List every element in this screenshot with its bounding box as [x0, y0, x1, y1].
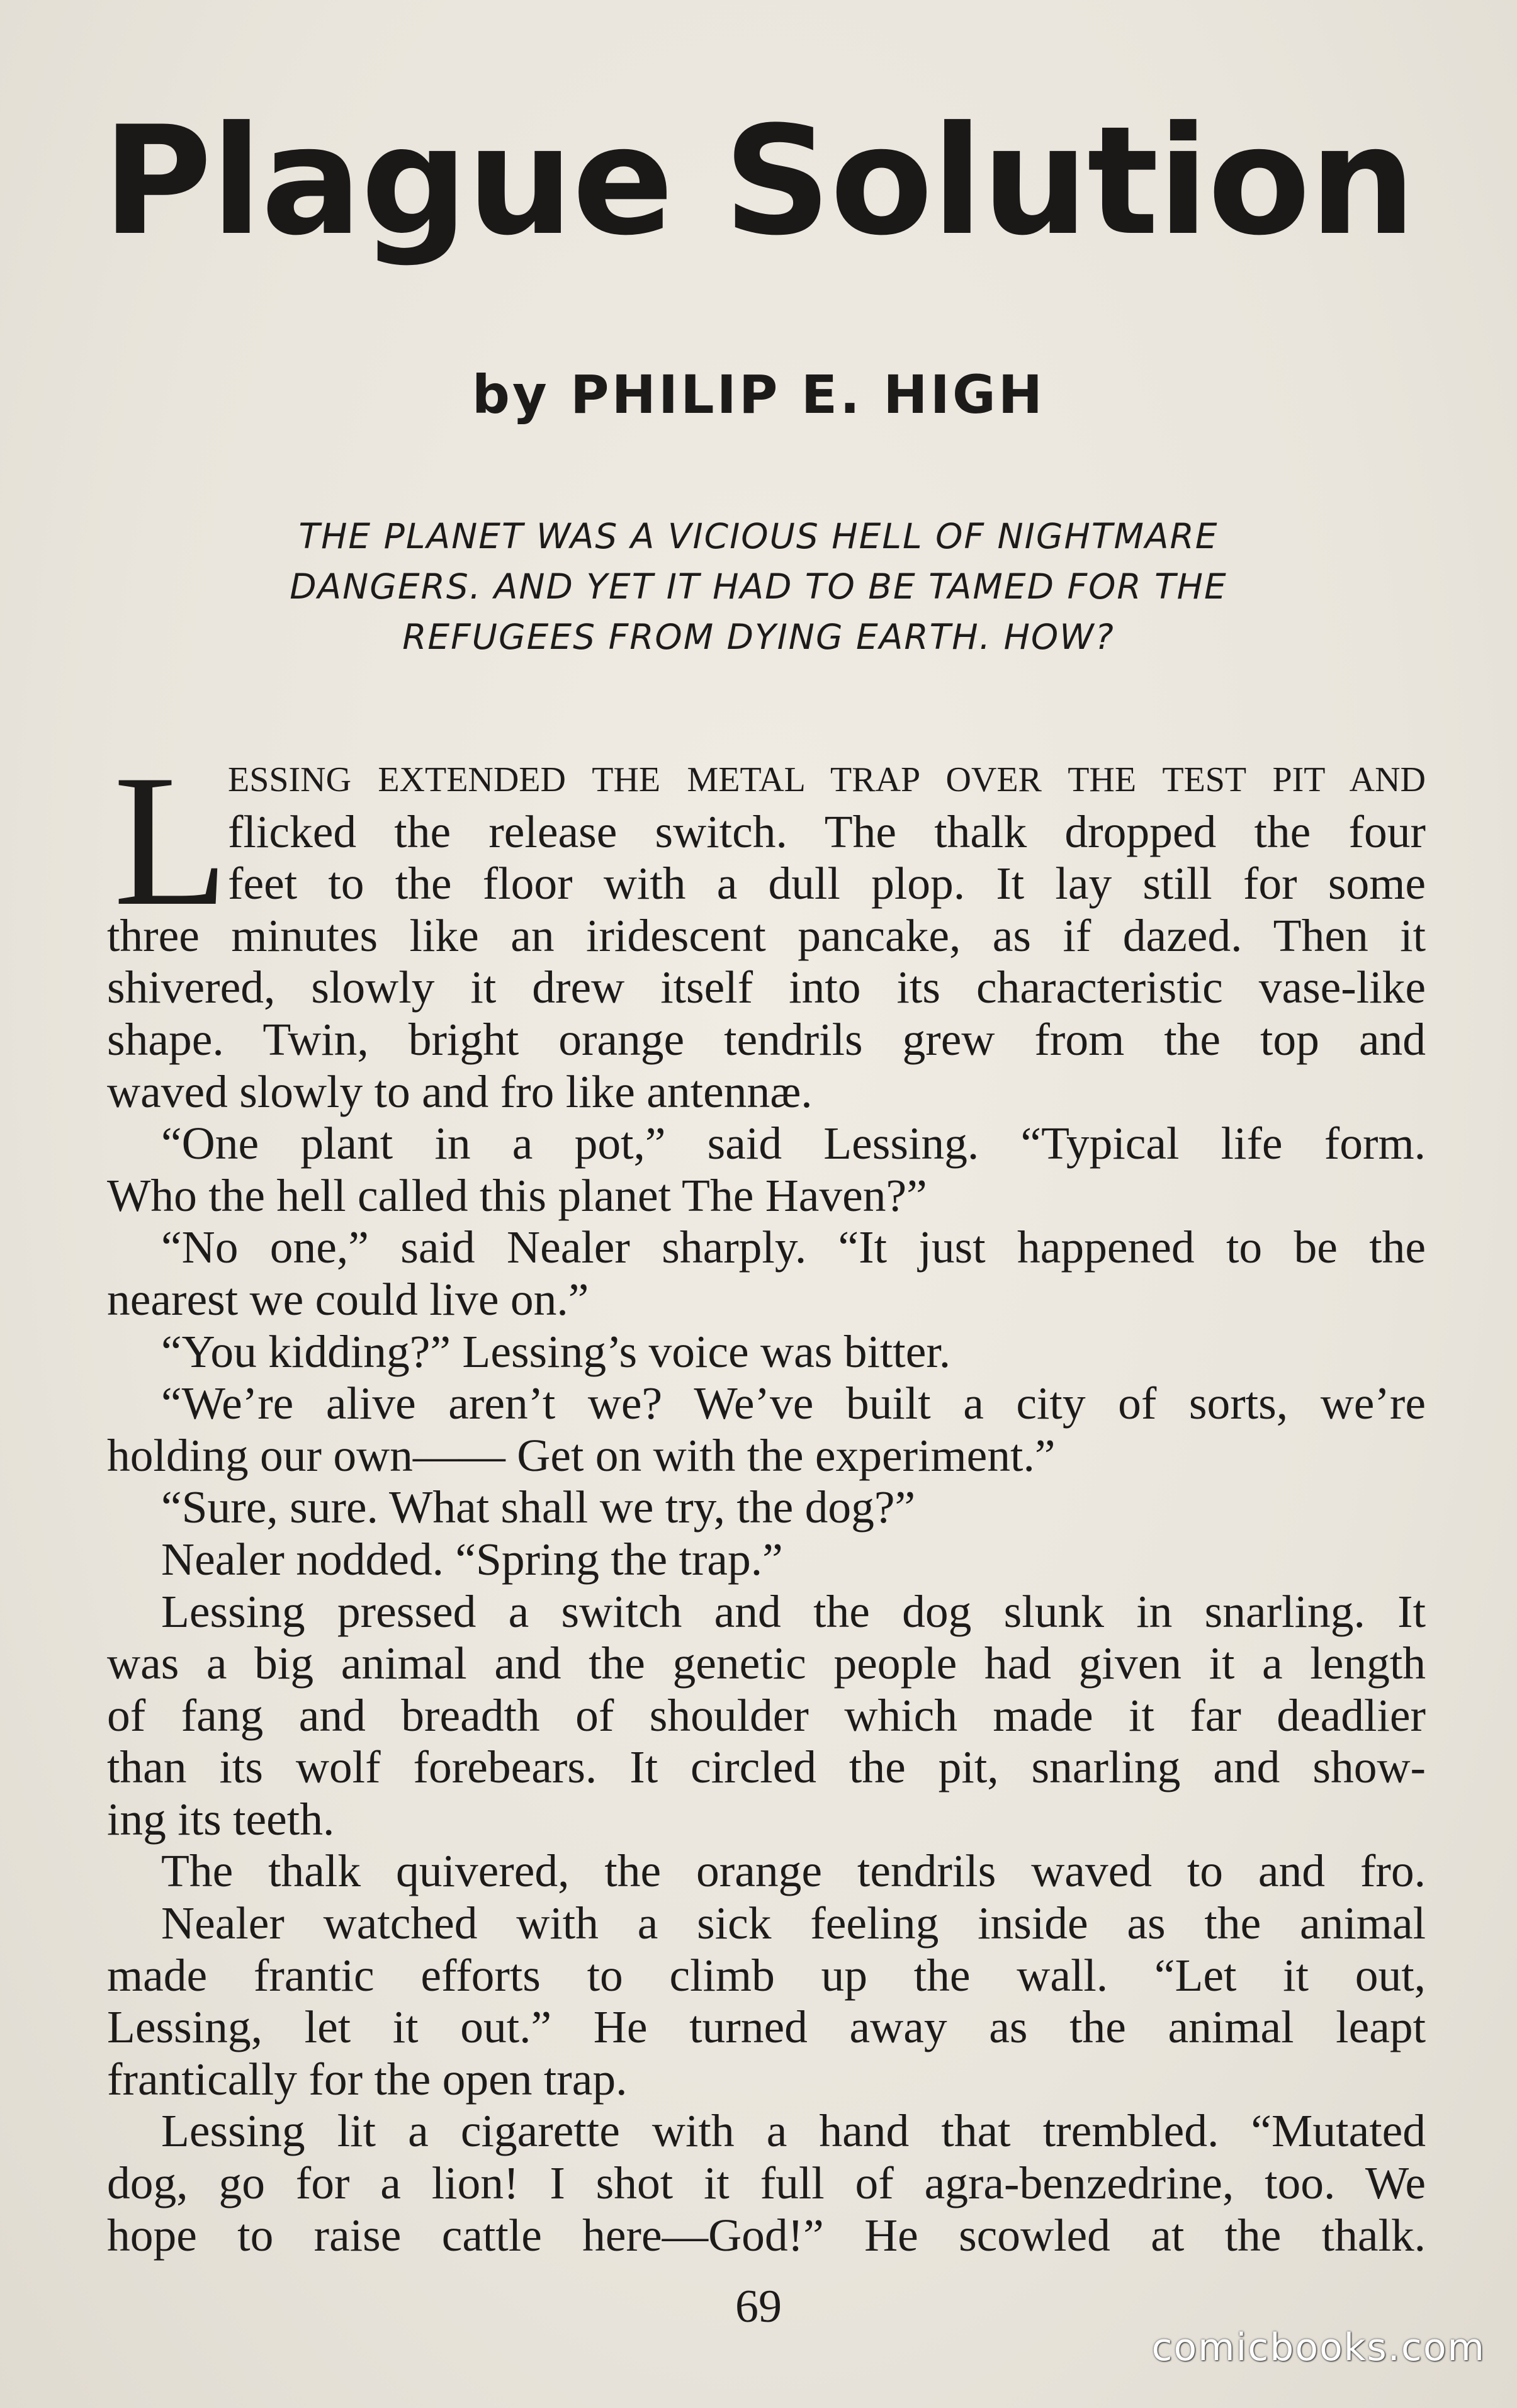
body-line: “You kidding?” Lessing’s voice was bitter.: [161, 1325, 951, 1377]
body-line: than its wolf forebears. It circled the pit, snarling and show-: [107, 1741, 1426, 1793]
story-title: Plague Solution: [102, 94, 1415, 269]
body-line: Lessing, let it out.” He turned away as the animal leapt: [107, 2001, 1426, 2053]
page-number: 69: [735, 2281, 782, 2332]
story-blurb: [255, 511, 1262, 662]
body-line: flicked the release switch. The thalk dropped the four: [228, 806, 1426, 857]
body-line: Who the hell called this planet The Haven?”: [107, 1169, 927, 1221]
body-line: frantically for the open trap.: [107, 2053, 628, 2105]
body-line: “One plant in a pot,” said Lessing. “Typical life form.: [161, 1118, 1426, 1169]
blurb-line: REFUGEES FROM DYING EARTH. HOW?: [402, 617, 1115, 657]
body-line: dog, go for a lion! I shot it full of agra-benzedrine, too. We: [107, 2158, 1426, 2209]
watermark: comicbooks.com: [1151, 2326, 1486, 2370]
body-line: feet to the floor with a dull plop. It lay still for some: [228, 858, 1426, 909]
body-line: was a big animal and the genetic people had given it a length: [107, 1638, 1426, 1689]
body-line: Lessing lit a cigarette with a hand that trembled. “Mutated: [161, 2105, 1426, 2157]
body-line: Nealer nodded. “Spring the trap.”: [161, 1533, 783, 1585]
body-line: shape. Twin, bright orange tendrils grew from the top and: [107, 1013, 1426, 1065]
body-line: The thalk quivered, the orange tendrils waved to and fro.: [161, 1845, 1426, 1897]
body-line: “We’re alive aren’t we? We’ve built a city of sorts, we’re: [161, 1378, 1426, 1429]
body-line: nearest we could live on.”: [107, 1273, 589, 1325]
story-body: [107, 736, 1426, 2261]
body-line: of fang and breadth of shoulder which made it far deadlier: [107, 1689, 1426, 1741]
body-line: Nealer watched with a sick feeling inside as the animal: [161, 1898, 1426, 1949]
body-line: made frantic efforts to climb up the wall. “Let it out,: [107, 1949, 1426, 2001]
body-line: holding our own—— Get on with the experiment.”: [107, 1429, 1056, 1481]
body-line: shivered, slowly it drew itself into its characteristic vase-like: [107, 962, 1426, 1013]
body-line: waved slowly to and fro like antennæ.: [107, 1066, 813, 1117]
body-line: “Sure, sure. What shall we try, the dog?”: [161, 1482, 916, 1533]
body-line: hope to raise cattle here—God!” He scowled at the thalk.: [107, 2209, 1426, 2261]
body-line: ESSING EXTENDED THE METAL TRAP OVER THE TEST PIT AND: [228, 760, 1426, 799]
drop-cap: L: [113, 736, 229, 945]
body-line: three minutes like an iridescent pancake, as if dazed. Then it: [107, 909, 1426, 961]
blurb-line: THE PLANET WAS A VICIOUS HELL OF NIGHTMARE: [298, 516, 1219, 556]
body-line: ing its teeth.: [107, 1793, 335, 1845]
body-line: Lessing pressed a switch and the dog slunk in snarling. It: [161, 1585, 1426, 1637]
body-line: “No one,” said Nealer sharply. “It just happened to be the: [161, 1222, 1426, 1273]
author-byline: by PHILIP E. HIGH: [471, 364, 1046, 425]
blurb-line: DANGERS. AND YET IT HAD TO BE TAMED FOR THE: [290, 566, 1227, 607]
